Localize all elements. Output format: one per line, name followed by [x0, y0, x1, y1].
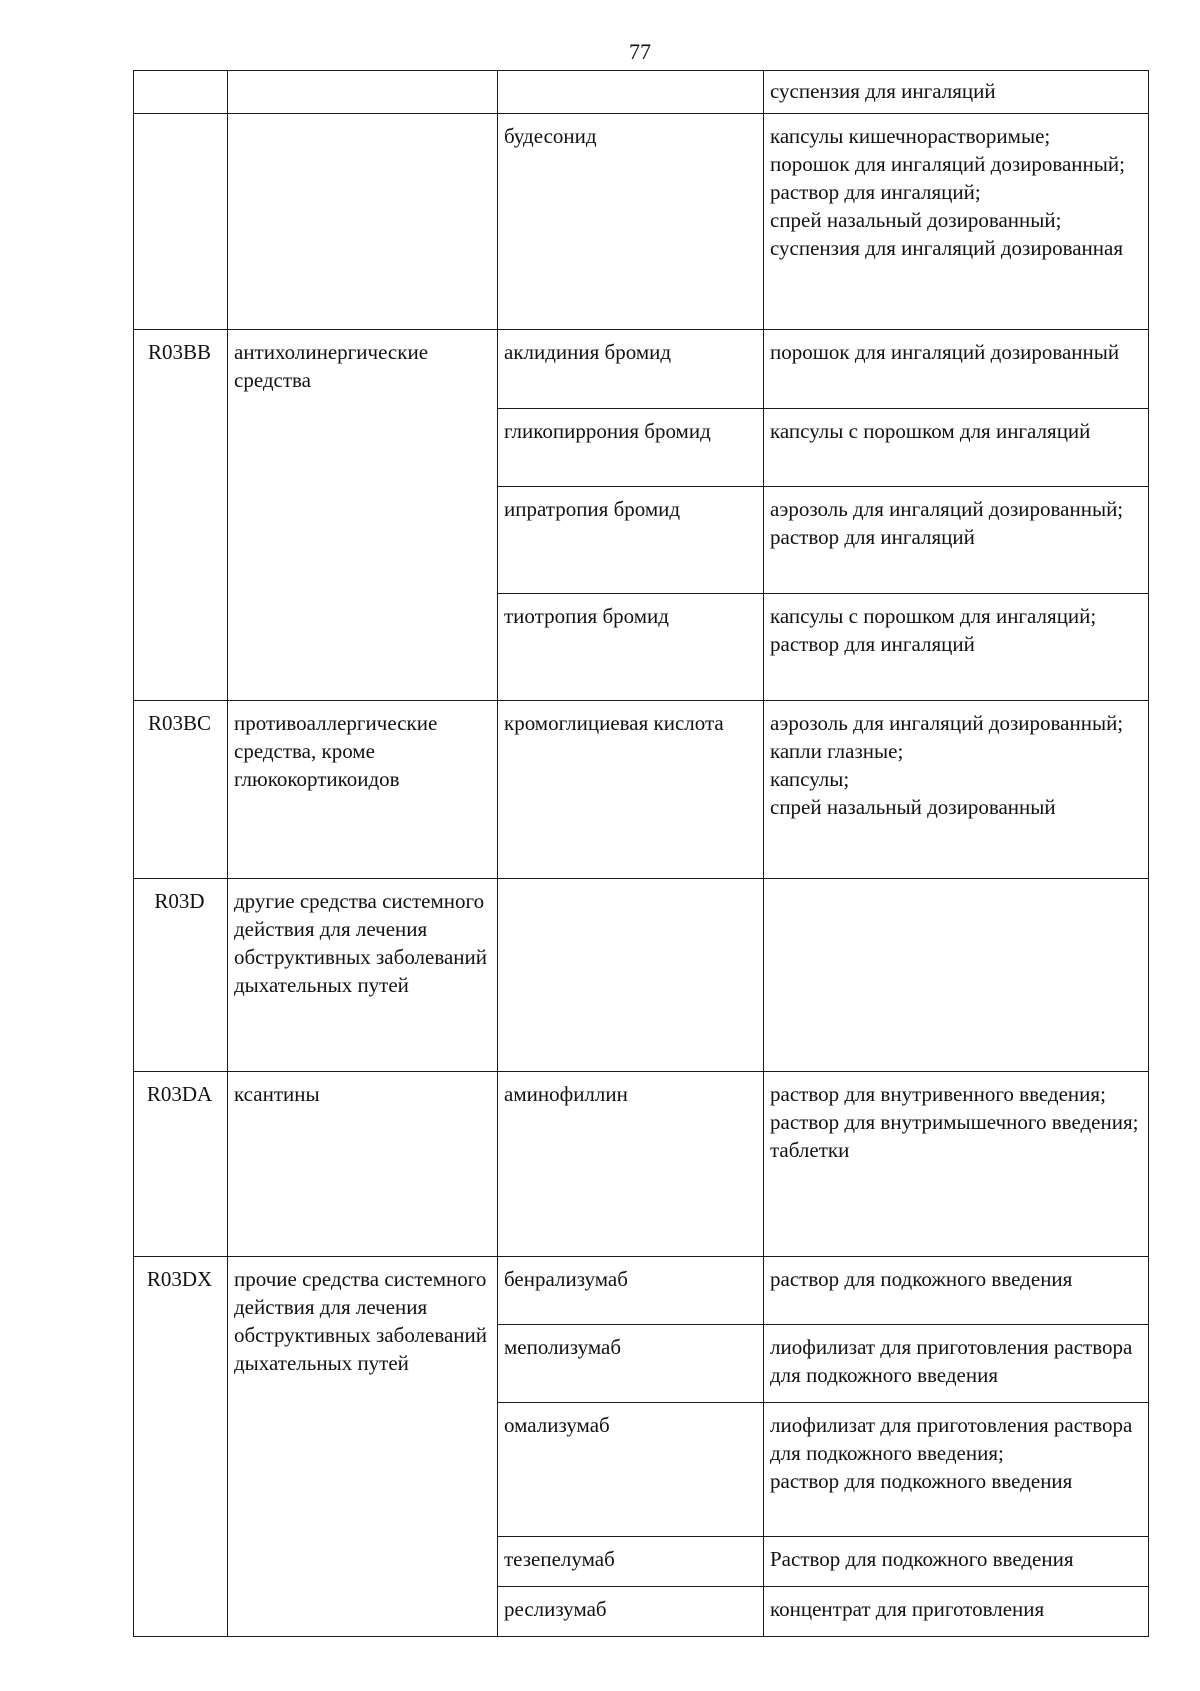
dosage-form-cell: капсулы с порошком для ингаляций — [764, 409, 1149, 487]
dosage-form-cell: лиофилизат для приготовления раствора для подкожного введения; раствор для подкожного введения — [764, 1403, 1149, 1537]
drug-name-cell — [498, 71, 764, 114]
drug-table — [133, 70, 1149, 1637]
group-cell — [228, 71, 498, 114]
drug-name-cell: аминофиллин — [498, 1072, 764, 1257]
group-cell: прочие средства системного действия для лечения обструктивных заболеваний дыхательных путей — [228, 1257, 498, 1637]
dosage-form-cell — [764, 879, 1149, 1072]
dosage-form-cell: капсулы с порошком для ингаляций; раствор для ингаляций — [764, 594, 1149, 701]
drug-name-cell: гликопиррония бромид — [498, 409, 764, 487]
atc-code-cell — [134, 114, 228, 330]
atc-code-cell: R03BB — [134, 330, 228, 701]
drug-name-cell: тезепелумаб — [498, 1537, 764, 1587]
group-cell: ксантины — [228, 1072, 498, 1257]
page-number: 77 — [629, 39, 651, 64]
drug-name-cell: реслизумаб — [498, 1587, 764, 1637]
drug-name-cell: меполизумаб — [498, 1325, 764, 1403]
dosage-form-cell: лиофилизат для приготовления раствора для подкожного введения — [764, 1325, 1149, 1403]
drug-name-cell: ипратропия бромид — [498, 487, 764, 594]
dosage-form-cell: раствор для внутривенного введения; раствор для внутримышечного введения; таблетки — [764, 1072, 1149, 1257]
drug-name-cell: бенрализумаб — [498, 1257, 764, 1325]
group-cell — [228, 114, 498, 330]
dosage-form-cell: Раствор для подкожного введения — [764, 1537, 1149, 1587]
drug-name-cell — [498, 879, 764, 1072]
dosage-form-cell: концентрат для приготовления — [764, 1587, 1149, 1637]
drug-name-cell: омализумаб — [498, 1403, 764, 1537]
atc-code-cell: R03BC — [134, 701, 228, 879]
table-row — [134, 71, 1149, 114]
table-row — [134, 330, 1149, 409]
table-row — [134, 114, 1149, 330]
atc-code-cell — [134, 71, 228, 114]
dosage-form-cell: аэрозоль для ингаляций дозированный; раствор для ингаляций — [764, 487, 1149, 594]
dosage-form-cell: раствор для подкожного введения — [764, 1257, 1149, 1325]
atc-code-cell: R03DA — [134, 1072, 228, 1257]
drug-name-cell: аклидиния бромид — [498, 330, 764, 409]
dosage-form-cell: суспензия для ингаляций — [764, 71, 1149, 114]
dosage-form-cell: аэрозоль для ингаляций дозированный; капли глазные; капсулы; спрей назальный дозированный — [764, 701, 1149, 879]
table-row — [134, 701, 1149, 879]
dosage-form-cell: капсулы кишечнорастворимые; порошок для ингаляций дозированный; раствор для ингаляций; спрей назальный дозированный; суспензия для ингаляций дозированная — [764, 114, 1149, 330]
atc-code-cell: R03DX — [134, 1257, 228, 1637]
group-cell: противоаллергические средства, кроме глюкокортикоидов — [228, 701, 498, 879]
drug-name-cell: будесонид — [498, 114, 764, 330]
atc-code-cell: R03D — [134, 879, 228, 1072]
group-cell: антихолинергические средства — [228, 330, 498, 701]
table-row — [134, 1257, 1149, 1325]
table-row — [134, 1072, 1149, 1257]
table-row — [134, 879, 1149, 1072]
dosage-form-cell: порошок для ингаляций дозированный — [764, 330, 1149, 409]
drug-name-cell: тиотропия бромид — [498, 594, 764, 701]
drug-name-cell: кромоглициевая кислота — [498, 701, 764, 879]
group-cell: другие средства системного действия для лечения обструктивных заболеваний дыхательных путей — [228, 879, 498, 1072]
